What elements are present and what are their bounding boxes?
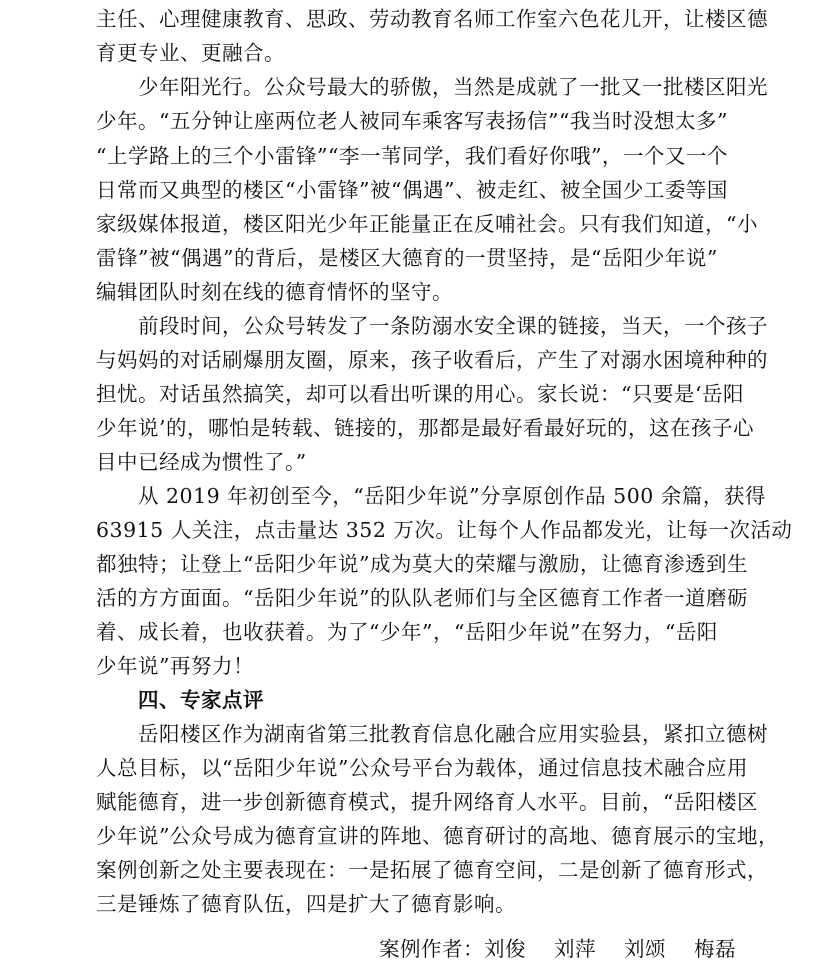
author-name: 梅磊 — [694, 937, 736, 961]
body-line: 活的方方面面。“岳阳少年说”的队队老师们与全区德育工作者一道磨砺 — [96, 586, 748, 610]
body-line: 主任、心理健康教育、思政、劳动教育名师工作室六色花儿开，让楼区德 — [96, 7, 768, 31]
review-line: 三是锤炼了德育队伍，四是扩大了德育影响。 — [96, 892, 516, 916]
body-line: 雷锋”被“偶遇”的背后，是楼区大德育的一贯坚持，是“岳阳少年说” — [96, 246, 718, 270]
body-line: 63915 人关注，点击量达 352 万次。让每个人作品都发光，让每一次活动 — [96, 518, 793, 542]
body-line: 少年说’的，哪怕是转载、链接的，那都是最好看最好玩的，这在孩子心 — [96, 416, 755, 440]
body-line: 少年阳光行。公众号最大的骄傲，当然是成就了一批又一批楼区阳光 — [96, 75, 768, 99]
body-line: 编辑团队时刻在线的德育情怀的坚守。 — [96, 280, 453, 304]
review-line: 赋能德育，进一步创新德育模式，提升网络育人水平。目前，“岳阳楼区 — [96, 790, 758, 814]
body-line: 担忧。对话虽然搞笑，却可以看出听课的用心。家长说：“只要是‘岳阳 — [96, 382, 744, 406]
body-line: 少年说”再努力！ — [96, 654, 254, 678]
body-line: 少年。“五分钟让座两位老人被同车乘客写表扬信”“我当时没想太多” — [96, 109, 728, 133]
section-heading: 四、专家点评 — [96, 688, 264, 712]
body-line: “上学路上的三个小雷锋”“李一苇同学，我们看好你哦”，一个又一个 — [96, 144, 728, 168]
body-line: 前段时间，公众号转发了一条防溺水安全课的链接，当天，一个孩子 — [96, 314, 768, 338]
review-line: 人总目标，以“岳阳少年说”公众号平台为载体，通过信息技术融合应用 — [96, 756, 748, 780]
review-line: 岳阳楼区作为湖南省第三批教育信息化融合应用实验县，紧扣立德树 — [96, 722, 768, 746]
body-line: 家级媒体报道，楼区阳光少年正能量正在反哺社会。只有我们知道，“小 — [96, 212, 758, 236]
author-line — [96, 932, 736, 966]
review-line: 少年说”公众号成为德育宣讲的阵地、德育研讨的高地、德育展示的宝地， — [96, 824, 779, 848]
author-name: 刘俊 — [484, 937, 526, 961]
author-name: 刘颂 — [624, 937, 666, 961]
body-line: 目中已经成为惯性了。” — [96, 450, 307, 474]
review-line: 案例创新之处主要表现在：一是拓展了德育空间，二是创新了德育形式， — [96, 858, 768, 882]
body-line: 与妈妈的对话刷爆朋友圈，原来，孩子收看后，产生了对溺水困境种种的 — [96, 348, 768, 372]
body-line: 日常而又典型的楼区“小雷锋”被“偶遇”、被走红、被全国少工委等国 — [96, 178, 728, 202]
body-line: 着、成长着，也收获着。为了“少年”，“岳阳少年说”在努力，“岳阳 — [96, 620, 718, 644]
body-line: 都独特；让登上“岳阳少年说”成为莫大的荣耀与激励，让德育渗透到生 — [96, 552, 748, 576]
author-name: 刘萍 — [554, 937, 596, 961]
author-label: 案例作者： — [379, 937, 484, 961]
body-line: 育更专业、更融合。 — [96, 41, 285, 65]
body-line: 从 2019 年初创至今，“岳阳少年说”分享原创作品 500 余篇，获得 — [96, 484, 766, 508]
